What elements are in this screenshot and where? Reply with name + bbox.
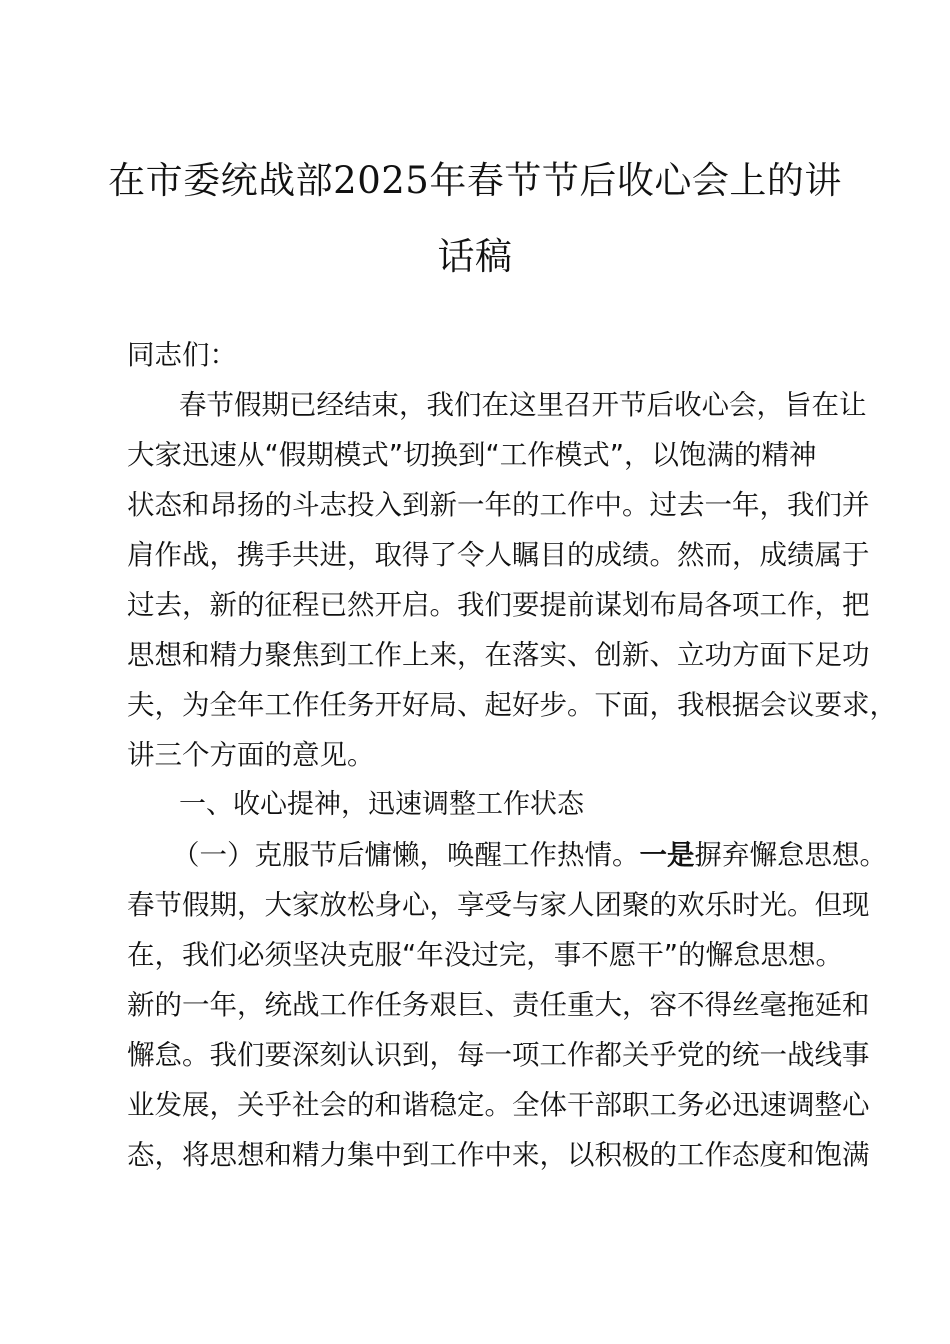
subsection-line: [172, 841, 912, 869]
bold-marker: 一是: [639, 839, 695, 871]
paragraph-line: 新的一年，统战工作任务艰巨、责任重大，容不得丝毫拖延和: [127, 989, 870, 1021]
salutation: 同志们：: [127, 339, 237, 371]
paragraph-line: 状态和昂扬的斗志投入到新一年的工作中。过去一年，我们并: [127, 489, 870, 521]
paragraph-line: 在，我们必须坚决克服“年没过完，事不愿干”的懈怠思想。: [127, 939, 843, 971]
section-heading: 一、收心提神，迅速调整工作状态: [179, 789, 584, 820]
paragraph-line: 肩作战，携手共进，取得了令人瞩目的成绩。然而，成绩属于: [127, 539, 870, 571]
document-title-line-1: 在市委统战部2025年春节节后收心会上的讲: [108, 159, 842, 202]
paragraph-line: 春节假期，大家放松身心，享受与家人团聚的欢乐时光。但现: [127, 889, 870, 921]
paragraph-line: 过去，新的征程已然开启。我们要提前谋划布局各项工作，把: [127, 589, 870, 621]
paragraph-line: 懈怠。我们要深刻认识到，每一项工作都关乎党的统一战线事: [127, 1039, 870, 1071]
paragraph-line: 夫，为全年工作任务开好局、起好步。下面，我根据会议要求，: [127, 689, 897, 721]
paragraph-line: 业发展，关乎社会的和谐稳定。全体干部职工务必迅速调整心: [127, 1089, 870, 1121]
subsection-heading: （一）克服节后慵懒，唤醒工作热情。: [172, 839, 640, 871]
document-title-line-2: 话稿: [437, 235, 513, 278]
subsection-point: 摒弃懈怠思想。: [694, 839, 887, 871]
paragraph-line: 态，将思想和精力集中到工作中来，以积极的工作态度和饱满: [127, 1139, 870, 1171]
paragraph-line: 大家迅速从“假期模式”切换到“工作模式”，以饱满的精神: [127, 439, 817, 471]
paragraph-line: 春节假期已经结束，我们在这里召开节后收心会，旨在让: [179, 389, 867, 421]
paragraph-line: 讲三个方面的意见。: [127, 739, 375, 771]
paragraph-line: 思想和精力聚焦到工作上来，在落实、创新、立功方面下足功: [127, 639, 870, 671]
